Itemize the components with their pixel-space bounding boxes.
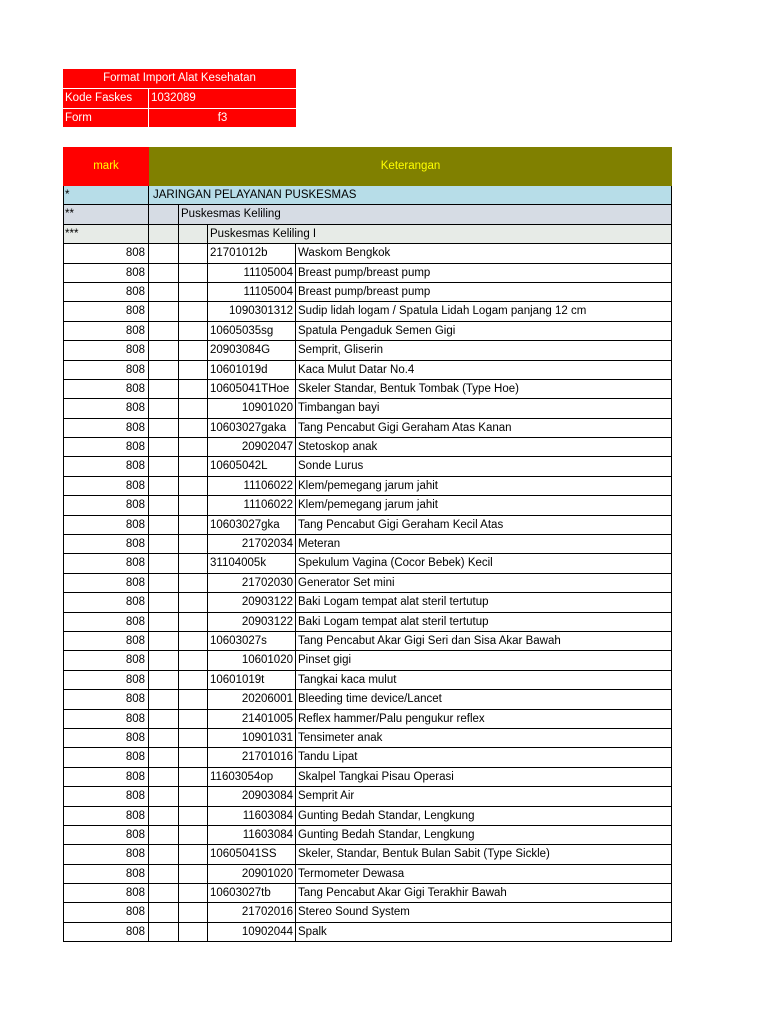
table-row[interactable] [63, 322, 672, 341]
row-mark[interactable]: 808 [63, 380, 149, 398]
row-mark[interactable]: 808 [63, 283, 149, 301]
row-code[interactable]: 10601019d [210, 363, 268, 376]
row-item-name[interactable]: Tang Pencabut Akar Gigi Seri dan Sisa Akar Bawah [295, 632, 672, 650]
row-item-name[interactable]: Tensimeter anak [295, 729, 672, 747]
row-mark[interactable]: 808 [63, 302, 149, 320]
row-mark[interactable]: 808 [63, 651, 149, 669]
row-item-name[interactable]: Stetoskop anak [295, 438, 672, 456]
row-item-name[interactable]: Skeler, Standar, Bentuk Bulan Sabit (Type Sickle) [295, 845, 672, 863]
row-code[interactable]: 11106022 [243, 479, 293, 492]
row-mark[interactable]: 808 [63, 787, 149, 805]
row-mark[interactable]: 808 [63, 516, 149, 534]
row-item-name[interactable]: Baki Logam tempat alat steril tertutup [295, 613, 672, 631]
table-row[interactable] [63, 477, 672, 496]
table-row[interactable] [63, 283, 672, 302]
row-code[interactable]: 11105004 [243, 285, 293, 298]
row-code[interactable]: 11603084 [242, 828, 293, 841]
row-code[interactable]: 10901020 [241, 402, 293, 415]
form-value[interactable]: f3 [149, 108, 296, 127]
format-title-row [63, 69, 296, 88]
row-item-name[interactable]: Baki Logam tempat alat steril tertutup [295, 593, 672, 611]
form-label: Form [63, 108, 149, 127]
table-row[interactable] [63, 632, 672, 651]
row-item-name[interactable]: Pinset gigi [295, 651, 672, 669]
group-row-level1[interactable] [63, 186, 672, 205]
row-item-name[interactable]: Generator Set mini [295, 574, 672, 592]
row-mark[interactable]: 808 [63, 884, 149, 902]
row-code[interactable]: 10603027tb [210, 887, 271, 900]
row-item-name[interactable]: Tang Pencabut Gigi Geraham Kecil Atas [295, 516, 672, 534]
row-mark[interactable]: 808 [63, 632, 149, 650]
row-item-name[interactable]: Waskom Bengkok [295, 244, 672, 262]
row-mark[interactable]: 808 [63, 807, 149, 825]
row-item-name[interactable]: Timbangan bayi [295, 399, 672, 417]
table-row[interactable] [63, 341, 672, 360]
row-item-name[interactable]: Bleeding time device/Lancet [295, 690, 672, 708]
group-mark: *** [63, 225, 149, 243]
row-item-name[interactable]: Spalk [295, 923, 672, 941]
table-row[interactable] [63, 613, 672, 632]
row-mark[interactable]: 808 [63, 748, 149, 766]
row-code[interactable]: 20903084G [210, 344, 271, 357]
row-item-name[interactable]: Reflex hammer/Palu pengukur reflex [295, 710, 672, 728]
table-row[interactable] [63, 380, 672, 399]
row-code[interactable]: 20903122 [241, 596, 293, 609]
group-label: Puskesmas Keliling [181, 208, 281, 221]
row-code[interactable]: 31104005k [210, 557, 267, 570]
row-item-name[interactable]: Sonde Lurus [295, 457, 672, 475]
row-code[interactable]: 21401005 [241, 712, 293, 725]
row-mark[interactable]: 808 [63, 399, 149, 417]
row-mark[interactable]: 808 [63, 826, 149, 844]
row-code[interactable]: 21702034 [241, 538, 293, 551]
row-code[interactable]: 11603054op [210, 770, 274, 783]
format-title: Format Import Alat Kesehatan [103, 72, 256, 84]
row-mark[interactable]: 808 [63, 729, 149, 747]
format-header [63, 69, 296, 127]
row-code[interactable]: 10902044 [241, 925, 293, 938]
row-item-name[interactable]: Tangkai kaca mulut [295, 671, 672, 689]
table-row[interactable] [63, 264, 672, 283]
row-mark[interactable]: 808 [63, 322, 149, 340]
table-row[interactable] [63, 574, 672, 593]
row-code[interactable]: 20206001 [241, 693, 293, 706]
table-row[interactable] [63, 651, 672, 670]
table-row[interactable] [63, 845, 672, 864]
row-code[interactable]: 21702030 [241, 576, 293, 589]
row-code[interactable]: 10603027s [210, 634, 267, 647]
row-code[interactable]: 20903122 [241, 615, 293, 628]
table-row[interactable] [63, 516, 672, 535]
row-item-name[interactable]: Termometer Dewasa [295, 865, 672, 883]
table-row[interactable] [63, 496, 672, 515]
row-mark[interactable]: 808 [63, 419, 149, 437]
table-row[interactable] [63, 807, 672, 826]
group-row-level3[interactable] [63, 225, 672, 244]
row-mark[interactable]: 808 [63, 535, 149, 553]
row-mark[interactable]: 808 [63, 671, 149, 689]
table-row[interactable] [63, 593, 672, 612]
table-row[interactable] [63, 884, 672, 903]
row-item-name[interactable]: Meteran [295, 535, 672, 553]
row-item-name[interactable]: Klem/pemegang jarum jahit [295, 477, 672, 495]
row-mark[interactable]: 808 [63, 845, 149, 863]
row-code[interactable]: 11603084 [242, 809, 293, 822]
table-row[interactable] [63, 535, 672, 554]
row-code[interactable]: 10605041THoe [210, 382, 290, 395]
table-row[interactable] [63, 865, 672, 884]
group-mark: ** [63, 205, 149, 223]
row-item-name[interactable]: Tandu Lipat [295, 748, 672, 766]
row-code[interactable]: 11106022 [243, 499, 293, 512]
table-row[interactable] [63, 671, 672, 690]
table-row[interactable] [63, 903, 672, 922]
column-header-mark[interactable]: mark [63, 147, 149, 186]
row-mark[interactable]: 808 [63, 341, 149, 359]
row-code[interactable]: 21701012b [210, 247, 268, 260]
row-item-name[interactable]: Stereo Sound System [295, 903, 672, 921]
row-code[interactable]: 10605042L [210, 460, 268, 473]
table-row[interactable] [63, 826, 672, 845]
table-row[interactable] [63, 399, 672, 418]
table-row[interactable] [63, 244, 672, 263]
row-code[interactable]: 20901020 [241, 867, 293, 880]
row-item-name[interactable]: Skalpel Tangkai Pisau Operasi [295, 768, 672, 786]
row-mark[interactable]: 808 [63, 438, 149, 456]
table-row[interactable] [63, 923, 672, 942]
row-code[interactable]: 10605035sg [210, 324, 274, 337]
column-header-keterangan[interactable]: Keterangan [149, 147, 672, 186]
row-item-name[interactable]: Skeler Standar, Bentuk Tombak (Type Hoe) [295, 380, 672, 398]
row-code[interactable]: 10605041SS [210, 848, 277, 861]
row-item-name[interactable]: Tang Pencabut Akar Gigi Terakhir Bawah [295, 884, 672, 902]
row-code[interactable]: 21702016 [241, 906, 293, 919]
row-mark[interactable]: 808 [63, 264, 149, 282]
row-item-name[interactable]: Spekulum Vagina (Cocor Bebek) Kecil [295, 554, 672, 572]
table-row[interactable] [63, 457, 672, 476]
row-item-name[interactable]: Klem/pemegang jarum jahit [295, 496, 672, 514]
table-row[interactable] [63, 302, 672, 321]
group-mark: * [63, 186, 149, 204]
row-item-name[interactable]: Semprit Air [295, 787, 672, 805]
row-mark[interactable]: 808 [63, 554, 149, 572]
row-code[interactable]: 10601019t [210, 673, 265, 686]
row-mark[interactable]: 808 [63, 593, 149, 611]
table-row[interactable] [63, 710, 672, 729]
row-item-name[interactable]: Sudip lidah logam / Spatula Lidah Logam panjang 12 cm [295, 302, 672, 320]
table-row[interactable] [63, 554, 672, 573]
row-mark[interactable]: 808 [63, 690, 149, 708]
row-code[interactable]: 10901031 [241, 731, 293, 744]
table-body [63, 186, 672, 942]
row-mark[interactable]: 808 [63, 361, 149, 379]
table-row[interactable] [63, 690, 672, 709]
row-item-name[interactable]: Breast pump/breast pump [295, 283, 672, 301]
row-item-name[interactable]: Spatula Pengaduk Semen Gigi [295, 322, 672, 340]
row-code[interactable]: 20902047 [241, 441, 293, 454]
row-mark[interactable]: 808 [63, 496, 149, 514]
row-mark[interactable]: 808 [63, 477, 149, 495]
row-code[interactable]: 10603027gka [210, 518, 280, 531]
row-mark[interactable]: 808 [63, 244, 149, 262]
kode-faskes-value[interactable]: 1032089 [149, 88, 296, 107]
row-mark[interactable]: 808 [63, 903, 149, 921]
form-row [63, 108, 296, 127]
row-code[interactable]: 10603027gaka [210, 421, 287, 434]
table-row[interactable] [63, 787, 672, 806]
group-label: Puskesmas Keliling I [210, 227, 317, 240]
row-code[interactable]: 10601020 [241, 654, 293, 667]
kode-faskes-label: Kode Faskes [63, 88, 149, 107]
row-item-name[interactable]: Breast pump/breast pump [295, 264, 672, 282]
row-item-name[interactable]: Tang Pencabut Gigi Geraham Atas Kanan [295, 419, 672, 437]
table-row[interactable] [63, 438, 672, 457]
row-item-name[interactable]: Kaca Mulut Datar No.4 [295, 361, 672, 379]
row-mark[interactable]: 808 [63, 768, 149, 786]
row-mark[interactable]: 808 [63, 710, 149, 728]
row-mark[interactable]: 808 [63, 574, 149, 592]
table-row[interactable] [63, 748, 672, 767]
row-code[interactable]: 1090301312 [229, 305, 293, 318]
row-item-name[interactable]: Semprit, Gliserin [295, 341, 672, 359]
kode-faskes-row [63, 88, 296, 107]
group-label: JARINGAN PELAYANAN PUSKESMAS [153, 189, 357, 201]
row-item-name[interactable]: Gunting Bedah Standar, Lengkung [295, 826, 672, 844]
row-mark[interactable]: 808 [63, 613, 149, 631]
table-row[interactable] [63, 361, 672, 380]
row-mark[interactable]: 808 [63, 457, 149, 475]
group-row-level2[interactable] [63, 205, 672, 224]
row-mark[interactable]: 808 [63, 865, 149, 883]
table-row[interactable] [63, 768, 672, 787]
row-code[interactable]: 11105004 [243, 266, 293, 279]
table-header [63, 147, 672, 186]
table-row[interactable] [63, 729, 672, 748]
row-code[interactable]: 21701016 [241, 751, 293, 764]
row-code[interactable]: 20903084 [241, 790, 293, 803]
row-mark[interactable]: 808 [63, 923, 149, 941]
row-item-name[interactable]: Gunting Bedah Standar, Lengkung [295, 807, 672, 825]
table-row[interactable] [63, 419, 672, 438]
